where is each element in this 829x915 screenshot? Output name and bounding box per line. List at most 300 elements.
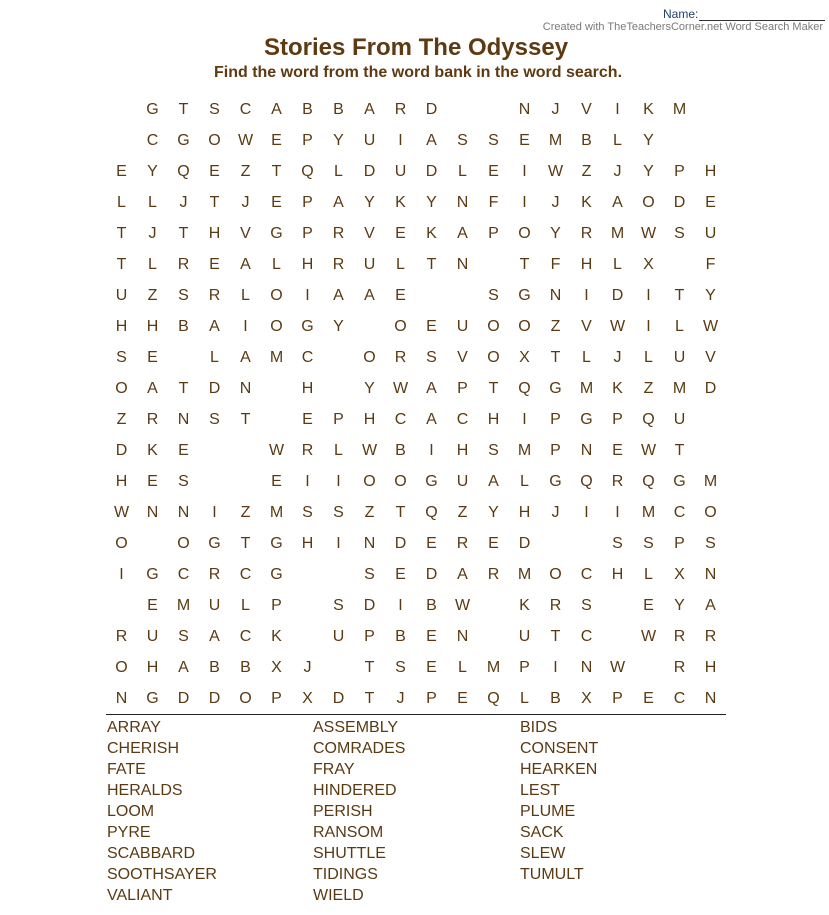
grid-letter[interactable]: S (178, 472, 189, 490)
grid-letter[interactable]: R (332, 255, 345, 273)
grid-letter[interactable]: L (272, 255, 281, 273)
grid-letter[interactable] (478, 590, 509, 621)
grid-letter[interactable]: G (301, 317, 314, 335)
grid-letter[interactable]: X (302, 689, 313, 707)
grid-letter[interactable]: C (580, 627, 593, 645)
grid-letter[interactable]: E (271, 131, 282, 149)
grid-letter[interactable]: M (517, 441, 532, 459)
grid-letter[interactable]: R (394, 348, 407, 366)
grid-letter[interactable] (199, 466, 230, 497)
grid-letter[interactable]: I (243, 317, 248, 335)
grid-letter[interactable] (106, 125, 137, 156)
grid-letter[interactable]: L (148, 193, 157, 211)
grid-letter[interactable]: L (210, 348, 219, 366)
grid-letter[interactable]: K (581, 193, 592, 211)
grid-letter[interactable]: S (364, 565, 375, 583)
grid-letter[interactable]: N (177, 503, 190, 521)
grid-letter[interactable]: G (270, 565, 283, 583)
grid-letter[interactable]: P (612, 410, 623, 428)
grid-letter[interactable]: Z (364, 503, 375, 521)
grid-letter[interactable]: S (674, 224, 685, 242)
grid-letter[interactable]: X (643, 255, 654, 273)
grid-letter[interactable]: H (456, 441, 469, 459)
grid-letter[interactable]: J (396, 689, 405, 707)
grid-letter[interactable]: W (113, 503, 130, 521)
grid-letter[interactable]: A (209, 317, 220, 335)
grid-letter[interactable]: D (425, 162, 438, 180)
grid-letter[interactable]: Q (301, 162, 314, 180)
grid-letter[interactable]: L (241, 286, 250, 304)
grid-letter[interactable]: G (146, 689, 159, 707)
grid-letter[interactable]: B (240, 658, 251, 676)
grid-letter[interactable]: O (239, 689, 252, 707)
grid-letter[interactable]: L (334, 162, 343, 180)
grid-letter[interactable]: D (363, 162, 376, 180)
grid-letter[interactable]: P (302, 193, 313, 211)
grid-letter[interactable]: O (518, 224, 531, 242)
grid-letter[interactable] (447, 280, 478, 311)
grid-letter[interactable]: Z (116, 410, 127, 428)
grid-letter[interactable]: A (147, 379, 158, 397)
grid-letter[interactable]: P (271, 596, 282, 614)
grid-letter[interactable]: G (208, 534, 221, 552)
grid-letter[interactable]: N (580, 441, 593, 459)
grid-letter[interactable]: N (456, 627, 469, 645)
grid-letter[interactable]: C (239, 565, 252, 583)
grid-letter[interactable]: U (394, 162, 407, 180)
grid-letter[interactable]: S (116, 348, 127, 366)
grid-letter[interactable]: M (548, 131, 563, 149)
grid-letter[interactable]: L (582, 348, 591, 366)
grid-letter[interactable]: H (704, 162, 717, 180)
grid-letter[interactable]: R (208, 286, 221, 304)
grid-letter[interactable]: X (581, 689, 592, 707)
grid-letter[interactable]: R (301, 441, 314, 459)
grid-letter[interactable] (602, 621, 633, 652)
grid-letter[interactable]: W (609, 658, 626, 676)
grid-letter[interactable] (323, 652, 354, 683)
grid-letter[interactable]: H (580, 255, 593, 273)
grid-letter[interactable]: G (177, 131, 190, 149)
grid-letter[interactable]: Z (240, 162, 251, 180)
grid-letter[interactable]: E (271, 193, 282, 211)
grid-letter[interactable]: Z (550, 317, 561, 335)
grid-letter[interactable]: I (522, 410, 527, 428)
grid-letter[interactable]: H (301, 534, 314, 552)
grid-letter[interactable]: G (270, 224, 283, 242)
grid-letter[interactable] (168, 342, 199, 373)
grid-letter[interactable]: H (487, 410, 500, 428)
grid-letter[interactable]: G (580, 410, 593, 428)
grid-letter[interactable]: E (209, 255, 220, 273)
grid-letter[interactable]: U (332, 627, 345, 645)
grid-letter[interactable]: G (518, 286, 531, 304)
grid-letter[interactable] (106, 94, 137, 125)
grid-letter[interactable]: A (178, 658, 189, 676)
grid-letter[interactable]: T (519, 255, 530, 273)
grid-letter[interactable]: A (426, 131, 437, 149)
grid-letter[interactable]: N (704, 689, 717, 707)
grid-letter[interactable]: Q (642, 410, 655, 428)
grid-letter[interactable]: A (426, 379, 437, 397)
grid-letter[interactable]: K (426, 224, 437, 242)
grid-letter[interactable]: T (178, 379, 189, 397)
grid-letter[interactable]: Y (643, 162, 654, 180)
grid-letter[interactable]: R (704, 627, 717, 645)
grid-letter[interactable] (261, 373, 292, 404)
grid-letter[interactable]: G (146, 100, 159, 118)
grid-letter[interactable]: T (364, 689, 375, 707)
grid-letter[interactable]: M (641, 503, 656, 521)
grid-letter[interactable]: P (457, 379, 468, 397)
grid-letter[interactable]: I (553, 658, 558, 676)
grid-letter[interactable]: T (674, 441, 685, 459)
grid-letter[interactable]: T (674, 286, 685, 304)
grid-letter[interactable]: N (549, 286, 562, 304)
grid-letter[interactable]: I (646, 317, 651, 335)
grid-letter[interactable]: S (209, 100, 220, 118)
grid-letter[interactable]: K (271, 627, 282, 645)
grid-letter[interactable]: R (580, 224, 593, 242)
grid-letter[interactable]: C (239, 627, 252, 645)
grid-letter[interactable] (478, 94, 509, 125)
grid-letter[interactable]: E (426, 317, 437, 335)
grid-letter[interactable]: O (208, 131, 221, 149)
grid-letter[interactable]: B (581, 131, 592, 149)
grid-letter[interactable]: O (115, 658, 128, 676)
grid-letter[interactable]: Y (364, 379, 375, 397)
grid-letter[interactable]: S (333, 503, 344, 521)
grid-letter[interactable]: B (550, 689, 561, 707)
grid-letter[interactable]: P (364, 627, 375, 645)
grid-letter[interactable]: P (550, 410, 561, 428)
grid-letter[interactable]: W (609, 317, 626, 335)
grid-letter[interactable]: M (610, 224, 625, 242)
grid-letter[interactable]: N (363, 534, 376, 552)
grid-letter[interactable]: U (146, 627, 159, 645)
grid-letter[interactable] (695, 404, 726, 435)
grid-letter[interactable]: S (705, 534, 716, 552)
grid-letter[interactable]: Q (425, 503, 438, 521)
grid-letter[interactable]: S (612, 534, 623, 552)
grid-letter[interactable]: O (270, 286, 283, 304)
grid-letter[interactable]: R (115, 627, 128, 645)
grid-letter[interactable]: L (613, 255, 622, 273)
grid-letter[interactable]: G (270, 534, 283, 552)
grid-letter[interactable]: P (488, 224, 499, 242)
grid-letter[interactable]: L (334, 441, 343, 459)
grid-letter[interactable]: O (549, 565, 562, 583)
grid-letter[interactable]: R (208, 565, 221, 583)
grid-letter[interactable]: A (209, 627, 220, 645)
grid-letter[interactable]: Q (580, 472, 593, 490)
grid-letter[interactable]: H (704, 658, 717, 676)
grid-letter[interactable]: E (147, 596, 158, 614)
grid-letter[interactable] (230, 435, 261, 466)
grid-letter[interactable]: R (394, 100, 407, 118)
grid-letter[interactable]: K (147, 441, 158, 459)
grid-letter[interactable]: V (364, 224, 375, 242)
grid-letter[interactable]: K (395, 193, 406, 211)
grid-letter[interactable]: T (550, 627, 561, 645)
grid-letter[interactable]: G (549, 472, 562, 490)
grid-letter[interactable]: L (458, 162, 467, 180)
grid-letter[interactable]: L (458, 658, 467, 676)
grid-letter[interactable]: R (549, 596, 562, 614)
grid-letter[interactable]: C (301, 348, 314, 366)
grid-letter[interactable]: Z (240, 503, 251, 521)
grid-letter[interactable]: X (519, 348, 530, 366)
name-field[interactable] (663, 7, 825, 21)
grid-letter[interactable]: H (115, 472, 128, 490)
grid-letter[interactable]: Y (674, 596, 685, 614)
grid-letter[interactable]: Q (177, 162, 190, 180)
grid-letter[interactable]: D (611, 286, 624, 304)
grid-letter[interactable]: V (581, 100, 592, 118)
grid-letter[interactable] (292, 590, 323, 621)
grid-letter[interactable]: O (394, 317, 407, 335)
grid-letter[interactable]: E (271, 472, 282, 490)
grid-letter[interactable] (323, 373, 354, 404)
grid-letter[interactable]: D (518, 534, 531, 552)
grid-letter[interactable]: E (426, 658, 437, 676)
grid-letter[interactable]: D (177, 689, 190, 707)
grid-letter[interactable]: T (550, 348, 561, 366)
grid-letter[interactable]: A (364, 286, 375, 304)
grid-letter[interactable]: D (363, 596, 376, 614)
grid-letter[interactable]: Q (518, 379, 531, 397)
grid-letter[interactable]: T (178, 100, 189, 118)
grid-letter[interactable]: I (522, 162, 527, 180)
grid-letter[interactable]: L (520, 472, 529, 490)
grid-letter[interactable]: T (116, 224, 127, 242)
grid-letter[interactable]: S (302, 503, 313, 521)
grid-letter[interactable]: M (579, 379, 594, 397)
grid-letter[interactable]: Z (147, 286, 158, 304)
grid-letter[interactable]: W (361, 441, 378, 459)
grid-letter[interactable]: C (177, 565, 190, 583)
grid-letter[interactable]: D (115, 441, 128, 459)
grid-letter[interactable]: N (115, 689, 128, 707)
grid-letter[interactable]: I (522, 193, 527, 211)
grid-letter[interactable] (602, 590, 633, 621)
grid-letter[interactable]: O (177, 534, 190, 552)
grid-letter[interactable]: W (454, 596, 471, 614)
grid-letter[interactable]: S (178, 627, 189, 645)
grid-letter[interactable] (695, 435, 726, 466)
grid-letter[interactable]: S (581, 596, 592, 614)
grid-letter[interactable]: V (457, 348, 468, 366)
grid-letter[interactable]: I (336, 534, 341, 552)
grid-letter[interactable]: P (271, 689, 282, 707)
grid-letter[interactable]: O (487, 348, 500, 366)
grid-letter[interactable]: S (488, 441, 499, 459)
grid-letter[interactable]: I (305, 472, 310, 490)
grid-letter[interactable] (571, 528, 602, 559)
grid-letter[interactable]: E (457, 689, 468, 707)
grid-letter[interactable]: P (333, 410, 344, 428)
grid-letter[interactable]: H (301, 255, 314, 273)
grid-letter[interactable]: S (395, 658, 406, 676)
grid-letter[interactable]: G (549, 379, 562, 397)
grid-letter[interactable]: C (394, 410, 407, 428)
grid-letter[interactable]: N (456, 193, 469, 211)
grid-letter[interactable]: R (456, 534, 469, 552)
grid-letter[interactable]: N (239, 379, 252, 397)
grid-letter[interactable]: U (704, 224, 717, 242)
grid-letter[interactable]: J (179, 193, 188, 211)
grid-letter[interactable]: L (613, 131, 622, 149)
grid-letter[interactable]: M (269, 348, 284, 366)
grid-letter[interactable]: U (673, 410, 686, 428)
grid-letter[interactable]: T (240, 534, 251, 552)
grid-letter[interactable]: H (363, 410, 376, 428)
grid-letter[interactable]: E (302, 410, 313, 428)
grid-letter[interactable] (540, 528, 571, 559)
grid-letter[interactable] (478, 621, 509, 652)
grid-letter[interactable]: P (302, 224, 313, 242)
grid-letter[interactable]: I (429, 441, 434, 459)
grid-letter[interactable]: L (148, 255, 157, 273)
grid-letter[interactable]: A (240, 348, 251, 366)
grid-letter[interactable]: B (209, 658, 220, 676)
grid-letter[interactable]: M (672, 379, 687, 397)
grid-letter[interactable]: L (644, 565, 653, 583)
grid-letter[interactable]: T (426, 255, 437, 273)
grid-letter[interactable]: Y (643, 131, 654, 149)
grid-letter[interactable]: S (643, 534, 654, 552)
grid-letter[interactable]: T (271, 162, 282, 180)
grid-letter[interactable] (354, 311, 385, 342)
grid-letter[interactable]: P (674, 534, 685, 552)
grid-letter[interactable] (230, 466, 261, 497)
grid-letter[interactable]: N (456, 255, 469, 273)
grid-letter[interactable] (664, 125, 695, 156)
grid-letter[interactable]: E (395, 224, 406, 242)
grid-letter[interactable]: U (456, 317, 469, 335)
grid-letter[interactable]: D (208, 689, 221, 707)
grid-letter[interactable]: H (115, 317, 128, 335)
grid-letter[interactable]: B (426, 596, 437, 614)
grid-letter[interactable]: Y (705, 286, 716, 304)
grid-letter[interactable]: O (115, 379, 128, 397)
grid-letter[interactable]: A (705, 596, 716, 614)
grid-letter[interactable]: M (176, 596, 191, 614)
grid-letter[interactable]: B (333, 100, 344, 118)
grid-letter[interactable]: O (487, 317, 500, 335)
grid-letter[interactable]: U (363, 131, 376, 149)
grid-letter[interactable]: I (615, 503, 620, 521)
grid-letter[interactable]: O (518, 317, 531, 335)
grid-letter[interactable]: W (640, 224, 657, 242)
grid-letter[interactable]: C (456, 410, 469, 428)
grid-letter[interactable] (261, 404, 292, 435)
grid-letter[interactable]: H (208, 224, 221, 242)
grid-letter[interactable]: Z (581, 162, 592, 180)
grid-letter[interactable] (292, 621, 323, 652)
grid-letter[interactable]: S (333, 596, 344, 614)
grid-letter[interactable]: Y (364, 193, 375, 211)
grid-letter[interactable]: N (580, 658, 593, 676)
grid-letter[interactable]: J (303, 658, 312, 676)
grid-letter[interactable] (695, 125, 726, 156)
grid-letter[interactable]: E (209, 162, 220, 180)
grid-letter[interactable]: H (146, 317, 159, 335)
grid-letter[interactable]: W (547, 162, 564, 180)
grid-letter[interactable]: I (336, 472, 341, 490)
grid-letter[interactable]: I (646, 286, 651, 304)
grid-letter[interactable]: D (394, 534, 407, 552)
grid-letter[interactable]: T (178, 224, 189, 242)
grid-letter[interactable]: L (644, 348, 653, 366)
grid-letter[interactable]: A (612, 193, 623, 211)
grid-letter[interactable]: G (425, 472, 438, 490)
grid-letter[interactable]: P (426, 689, 437, 707)
grid-letter[interactable]: E (426, 627, 437, 645)
grid-letter[interactable]: Y (333, 317, 344, 335)
grid-letter[interactable]: V (240, 224, 251, 242)
grid-letter[interactable]: R (673, 627, 686, 645)
grid-letter[interactable]: S (426, 348, 437, 366)
grid-letter[interactable]: O (363, 348, 376, 366)
grid-letter[interactable]: R (673, 658, 686, 676)
grid-letter[interactable]: R (177, 255, 190, 273)
grid-letter[interactable]: I (398, 596, 403, 614)
grid-letter[interactable]: T (209, 193, 220, 211)
grid-letter[interactable]: T (364, 658, 375, 676)
grid-letter[interactable]: E (147, 348, 158, 366)
grid-letter[interactable]: H (301, 379, 314, 397)
grid-letter[interactable]: H (611, 565, 624, 583)
grid-letter[interactable]: L (520, 689, 529, 707)
grid-letter[interactable]: E (643, 689, 654, 707)
grid-letter[interactable]: A (240, 255, 251, 273)
grid-letter[interactable]: E (395, 286, 406, 304)
grid-letter[interactable]: M (486, 658, 501, 676)
grid-letter[interactable]: U (363, 255, 376, 273)
grid-letter[interactable] (292, 559, 323, 590)
grid-letter[interactable]: C (673, 689, 686, 707)
grid-letter[interactable]: O (704, 503, 717, 521)
grid-letter[interactable]: E (519, 131, 530, 149)
grid-letter[interactable]: S (178, 286, 189, 304)
grid-letter[interactable] (416, 280, 447, 311)
grid-letter[interactable]: J (241, 193, 250, 211)
grid-letter[interactable]: V (705, 348, 716, 366)
grid-letter[interactable]: J (551, 100, 560, 118)
grid-letter[interactable]: W (640, 627, 657, 645)
grid-letter[interactable]: Y (426, 193, 437, 211)
grid-letter[interactable] (478, 249, 509, 280)
grid-letter[interactable]: O (270, 317, 283, 335)
grid-letter[interactable]: W (392, 379, 409, 397)
grid-letter[interactable]: N (146, 503, 159, 521)
grid-letter[interactable]: Y (333, 131, 344, 149)
grid-letter[interactable]: T (395, 503, 406, 521)
grid-letter[interactable]: K (643, 100, 654, 118)
grid-letter[interactable]: J (613, 348, 622, 366)
grid-letter[interactable]: A (271, 100, 282, 118)
grid-letter[interactable]: S (488, 286, 499, 304)
grid-letter[interactable]: J (551, 193, 560, 211)
grid-letter[interactable]: D (704, 379, 717, 397)
grid-letter[interactable] (695, 94, 726, 125)
grid-letter[interactable]: R (611, 472, 624, 490)
grid-letter[interactable]: E (147, 472, 158, 490)
grid-letter[interactable]: P (550, 441, 561, 459)
grid-letter[interactable]: Z (643, 379, 654, 397)
grid-letter[interactable]: Z (457, 503, 468, 521)
